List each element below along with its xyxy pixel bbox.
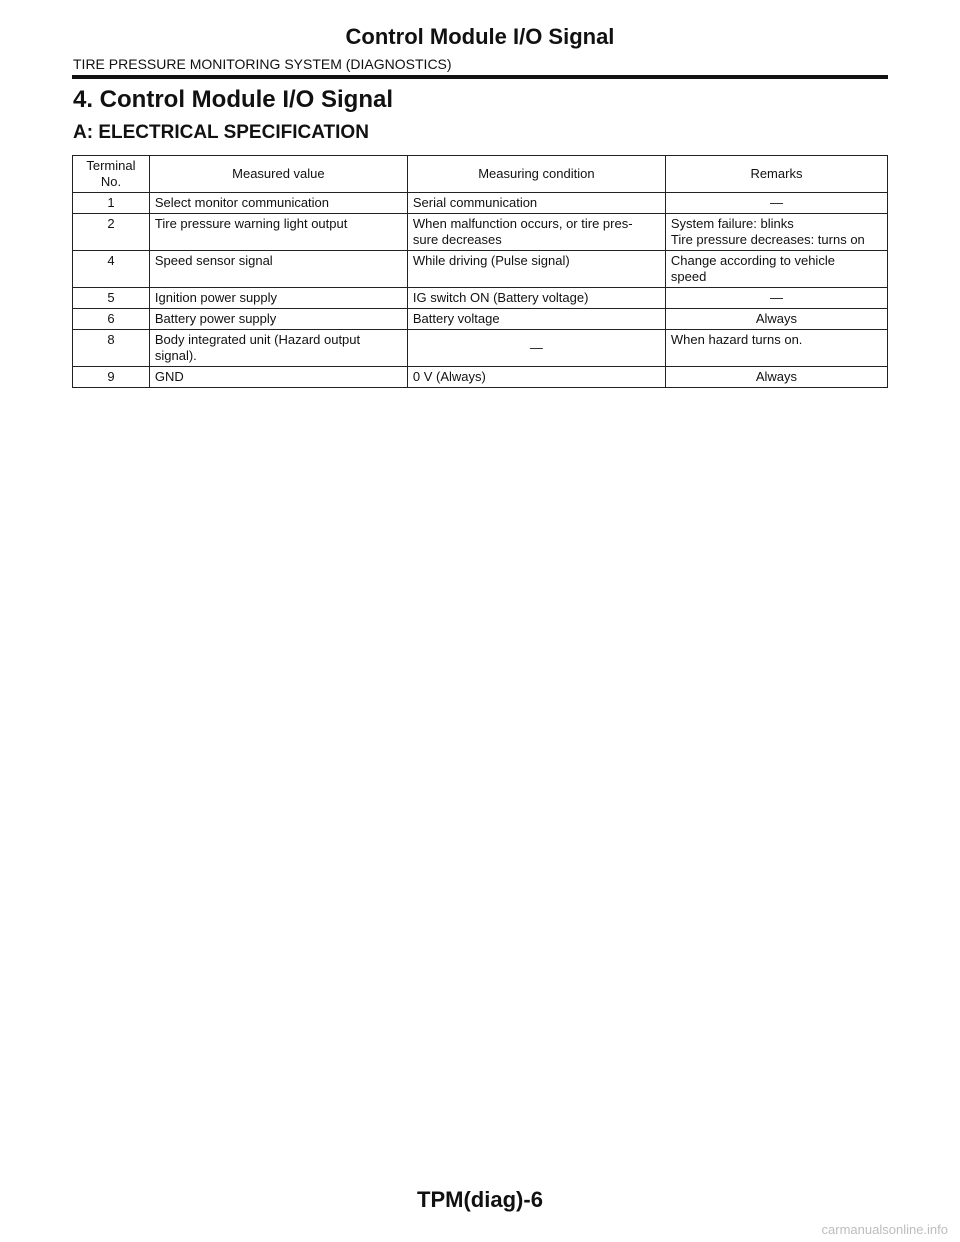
terminal-cell: 8 [73,330,150,367]
watermark-text: carmanualsonline.info [821,1222,948,1237]
remarks-cell: When hazard turns on. [665,330,887,367]
column-header-measuring-condition: Measuring condition [407,156,665,193]
terminal-cell: 2 [73,214,150,251]
measured-value-cell: GND [149,367,407,388]
column-header-remarks: Remarks [665,156,887,193]
condition-line: When malfunction occurs, or tire pres- [412,216,633,231]
measured-value-cell: Select monitor communication [149,193,407,214]
table-row [73,288,888,309]
remarks-line: speed [670,269,707,284]
table-header-row [73,156,888,193]
remarks-cell: — [665,193,887,214]
measuring-condition-cell: IG switch ON (Battery voltage) [407,288,665,309]
remarks-cell [665,214,887,251]
table-row [73,214,888,251]
measured-value-cell: Tire pressure warning light output [149,214,407,251]
terminal-cell: 5 [73,288,150,309]
remarks-line: Change according to vehicle [670,253,835,268]
measuring-condition-cell: Serial communication [407,193,665,214]
measured-value-line: signal). [154,348,197,363]
remarks-cell [665,251,887,288]
table-row [73,193,888,214]
terminal-header-line2: No. [100,174,122,189]
terminal-cell: 4 [73,251,150,288]
remarks-line: System failure: blinks [670,216,794,231]
column-header-terminal [73,156,150,193]
remarks-line: Tire pressure decreases: turns on [670,232,865,247]
section-heading: 4. Control Module I/O Signal [73,86,394,113]
page-header-title: Control Module I/O Signal [345,24,615,49]
measured-value-cell [149,330,407,367]
measuring-condition-cell: Battery voltage [407,309,665,330]
measured-value-line: Body integrated unit (Hazard output [154,332,361,347]
table-row [73,251,888,288]
remarks-cell: Always [665,367,887,388]
page-number: TPM(diag)-6 [417,1187,543,1212]
table-row [73,309,888,330]
measuring-condition-cell: 0 V (Always) [407,367,665,388]
terminal-cell: 6 [73,309,150,330]
remarks-cell: Always [665,309,887,330]
terminal-header-line1: Terminal [86,158,136,173]
measured-value-cell: Speed sensor signal [149,251,407,288]
measured-value-cell: Ignition power supply [149,288,407,309]
header-divider [72,75,888,79]
section-subheading: A: ELECTRICAL SPECIFICATION [73,122,369,143]
terminal-cell: 1 [73,193,150,214]
terminal-cell: 9 [73,367,150,388]
column-header-measured-value: Measured value [149,156,407,193]
condition-line: sure decreases [412,232,502,247]
table-row [73,330,888,367]
measuring-condition-cell: — [407,330,665,367]
page-header-subtitle: TIRE PRESSURE MONITORING SYSTEM (DIAGNOSTICS) [73,56,452,72]
measuring-condition-cell [407,214,665,251]
measuring-condition-cell: While driving (Pulse signal) [407,251,665,288]
table-row [73,367,888,388]
electrical-spec-table [72,155,888,388]
measured-value-cell: Battery power supply [149,309,407,330]
remarks-cell: — [665,288,887,309]
